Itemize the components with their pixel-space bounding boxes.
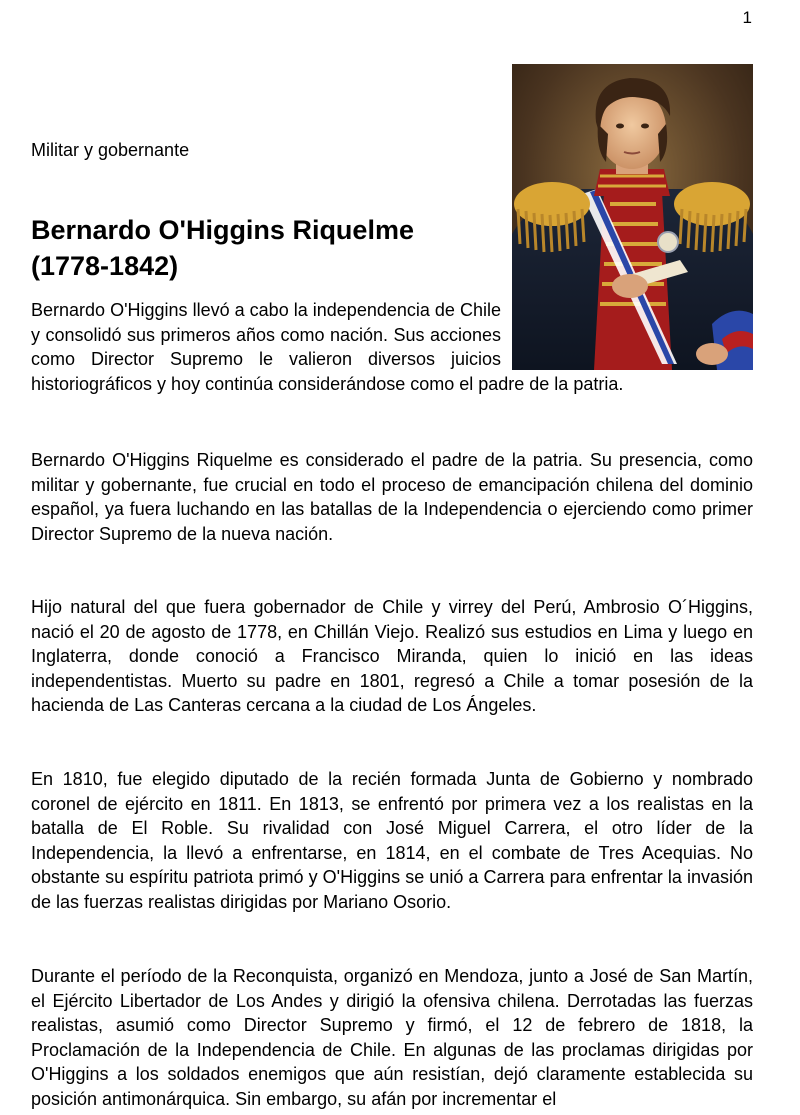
body-paragraph: Durante el período de la Reconquista, organizó en Mendoza, junto a José de San Martín, el Ejército Libertador de Los Andes y dirigió la ofensiva chilena. Derrotadas las fuerzas realistas, asumió como Director Supremo y firmó, el 12 de febrero de 1818, la Proclamación de la Independencia de Chile. En algunas de las proclamas dirigidas por O'Higgins a los soldados enemigos que aún resistían, dejó claramente establecida su posición antimonárquica. Sin embargo, su afán por incrementar el bbox=[31, 966, 753, 1109]
intro-text: Bernardo O'Higgins llevó a cabo la independencia de Chile y consolidó sus primeros años como nación. Sus acciones como Director Supremo le valieron diversos juicios historiográficos y hoy continúa considerándose como el padre de la patria. bbox=[31, 300, 624, 394]
body-paragraph: En 1810, fue elegido diputado de la recién formada Junta de Gobierno y nombrado coronel de ejército en 1811. En 1813, se enfrentó por primera vez a los realistas en la batalla de El Roble. Su rivalidad con José Miguel Carrera, el otro líder de la Independencia, la llevó a enfrentarse, en 1814, en el combate de Tres Acequias. No obstante su espíritu patriota primó y O'Higgins se unió a Carrera para enfrentar la invasión de las fuerzas realistas dirigidas por Mariano Osorio. bbox=[31, 769, 753, 912]
title-name: Bernardo O'Higgins Riquelme bbox=[31, 215, 414, 245]
body-paragraph: Bernardo O'Higgins Riquelme es considerado el padre de la patria. Su presencia, como militar y gobernante, fue crucial en todo el proceso de emancipación chilena del dominio español, ya fuera luchando en las batallas de la Independencia o ejerciendo como primer Director Supremo de la nueva nación. bbox=[31, 450, 753, 544]
intro-paragraph bbox=[31, 298, 753, 396]
body-paragraph: Hijo natural del que fuera gobernador de Chile y virrey del Perú, Ambrosio O´Higgins, nació el 20 de agosto de 1778, en Chillán Viejo. Realizó sus estudios en Lima y luego en Inglaterra, donde conoció a Francisco Miranda, quien lo inició en las ideas independentistas. Muerto su padre en 1801, regresó a Chile a tomar posesión de la hacienda de Las Canteras cercana a la ciudad de Los Ángeles. bbox=[31, 597, 753, 715]
page-number: 1 bbox=[742, 8, 752, 27]
image-wrap-spacer bbox=[513, 298, 753, 370]
page-title bbox=[31, 212, 497, 284]
subtitle: Militar y gobernante bbox=[31, 140, 190, 160]
title-dates: (1778-1842) bbox=[31, 251, 179, 281]
